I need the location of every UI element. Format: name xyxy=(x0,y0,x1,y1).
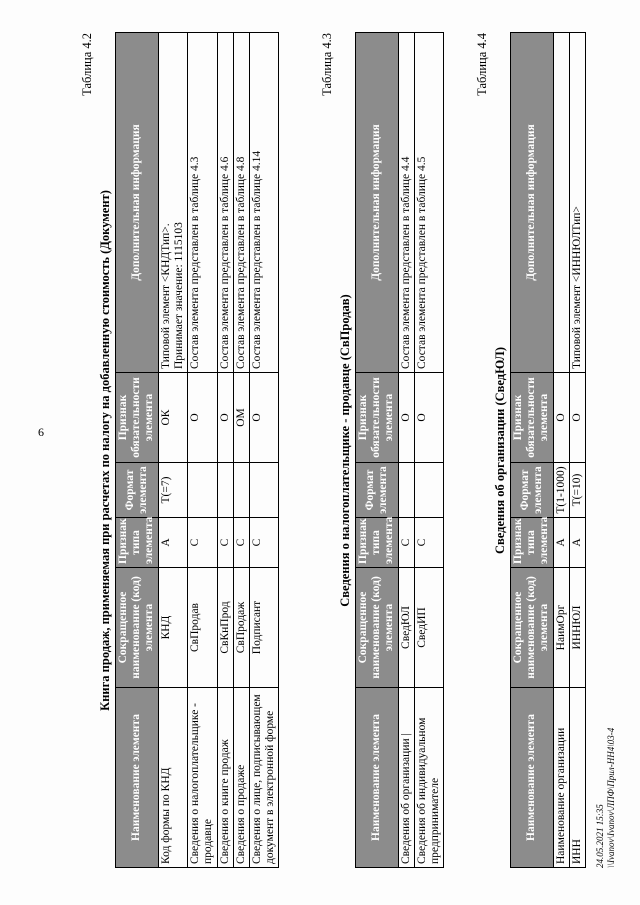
cell-element-name: Наименование организации xyxy=(553,688,569,868)
cell-element-name: Сведения о лице, подписывающем документ в электронной форме xyxy=(249,688,278,868)
header-element-code: Сокращенное наименование (код) элемента xyxy=(511,568,554,688)
header-format: Формат элемента xyxy=(511,463,554,518)
footer-stamp xyxy=(595,728,617,868)
cell-required-flag: ОМ xyxy=(233,373,249,463)
cell-required-flag: О xyxy=(217,373,233,463)
cell-element-code: НаимОрг xyxy=(553,568,569,688)
cell-required-flag: О xyxy=(188,373,217,463)
table-4-2-title: Книга продаж, применяемая при расчетах по налогу на добавленную стоимость (Документ) xyxy=(98,190,112,711)
table-row xyxy=(553,33,569,868)
cell-element-name: Сведения о книге продаж xyxy=(217,688,233,868)
cell-required-flag: О xyxy=(249,373,278,463)
cell-format: T(=10) xyxy=(569,463,585,518)
header-additional-info: Дополнительная информация xyxy=(356,33,399,373)
header-format: Формат элемента xyxy=(356,463,399,518)
cell-additional-info: Типовой элемент <ИННЮЛТип> xyxy=(569,33,585,373)
cell-format xyxy=(398,463,414,518)
table-4-4-title: Сведения об организации (СведЮЛ) xyxy=(493,346,507,555)
cell-element-code: ИННЮЛ xyxy=(569,568,585,688)
table-4-4 xyxy=(510,32,586,868)
header-required-flag: Признак обязательности элемента xyxy=(356,373,399,463)
header-additional-info: Дополнительная информация xyxy=(511,33,554,373)
cell-type-flag: С xyxy=(249,518,278,568)
table-header-row xyxy=(116,33,159,868)
table-header-row xyxy=(356,33,399,868)
cell-additional-info: Состав элемента представлен в таблице 4.8 xyxy=(233,33,249,373)
cell-format xyxy=(414,463,443,518)
header-additional-info: Дополнительная информация xyxy=(116,33,159,373)
table-row xyxy=(569,33,585,868)
table-row xyxy=(414,33,443,868)
cell-element-name: Сведения об организации | xyxy=(398,688,414,868)
cell-additional-info xyxy=(553,33,569,373)
cell-type-flag: С xyxy=(414,518,443,568)
cell-element-code: КНД xyxy=(158,568,187,688)
cell-element-name: Сведения о налогоплательщике - продавце xyxy=(188,688,217,868)
rotated-content xyxy=(0,18,640,888)
cell-format: T(=7) xyxy=(158,463,187,518)
cell-element-name: Сведения о продаже xyxy=(233,688,249,868)
cell-element-name: ИНН xyxy=(569,688,585,868)
header-element-code: Сокращенное наименование (код) элемента xyxy=(356,568,399,688)
header-element-code: Сокращенное наименование (код) элемента xyxy=(116,568,159,688)
cell-required-flag: О xyxy=(398,373,414,463)
cell-format xyxy=(233,463,249,518)
cell-type-flag: С xyxy=(233,518,249,568)
cell-additional-info: Состав элемента представлен в таблице 4.5 xyxy=(414,33,443,373)
table-4-4-label: Таблица 4.4 xyxy=(475,33,489,96)
cell-element-name: Сведения об индивидуальном предпринимателе xyxy=(414,688,443,868)
table-4-3 xyxy=(355,32,444,868)
cell-type-flag: А xyxy=(553,518,569,568)
table-row xyxy=(398,33,414,868)
table-row xyxy=(233,33,249,868)
cell-type-flag: А xyxy=(158,518,187,568)
footer-path: \\Ivanov\Ivanov\ЛПФ\Прил-НН4\03-4 xyxy=(605,727,616,868)
cell-element-code: СвПродаж xyxy=(233,568,249,688)
cell-additional-info: Состав элемента представлен в таблице 4.6 xyxy=(217,33,233,373)
page-number: 6 xyxy=(38,425,44,439)
cell-additional-info: Состав элемента представлен в таблице 4.14 xyxy=(249,33,278,373)
cell-element-code: СвКнПрод xyxy=(217,568,233,688)
cell-format xyxy=(188,463,217,518)
cell-element-code: СведЮЛ xyxy=(398,568,414,688)
cell-element-code: Подписант xyxy=(249,568,278,688)
cell-required-flag: ОК xyxy=(158,373,187,463)
header-type-flag: Признак типа элемента xyxy=(116,518,159,568)
table-row xyxy=(249,33,278,868)
header-required-flag: Признак обязательности элемента xyxy=(511,373,554,463)
cell-format xyxy=(217,463,233,518)
cell-required-flag: О xyxy=(553,373,569,463)
cell-required-flag: О xyxy=(414,373,443,463)
cell-type-flag: С xyxy=(398,518,414,568)
cell-format xyxy=(249,463,278,518)
cell-additional-info: Состав элемента представлен в таблице 4.4 xyxy=(398,33,414,373)
cell-additional-info: Типовой элемент <КНДТип>. Принимает значение: 1115103 xyxy=(158,33,187,373)
header-required-flag: Признак обязательности элемента xyxy=(116,373,159,463)
cell-type-flag: С xyxy=(188,518,217,568)
header-element-name: Наименование элемента xyxy=(116,688,159,868)
header-format: Формат элемента xyxy=(116,463,159,518)
cell-required-flag: О xyxy=(569,373,585,463)
header-element-name: Наименование элемента xyxy=(356,688,399,868)
table-header-row xyxy=(511,33,554,868)
cell-element-code: СвПродав xyxy=(188,568,217,688)
cell-type-flag: А xyxy=(569,518,585,568)
table-4-3-label: Таблица 4.3 xyxy=(320,33,334,96)
table-4-2-label: Таблица 4.2 xyxy=(80,33,94,96)
cell-type-flag: С xyxy=(217,518,233,568)
cell-format: T(1-1000) xyxy=(553,463,569,518)
table-row xyxy=(158,33,187,868)
cell-element-code: СведИП xyxy=(414,568,443,688)
cell-additional-info: Состав элемента представлен в таблице 4.3 xyxy=(188,33,217,373)
footer-date: 24.05.2021 15:35 xyxy=(595,804,605,868)
table-row xyxy=(217,33,233,868)
cell-element-name: Код формы по КНД xyxy=(158,688,187,868)
table-row xyxy=(188,33,217,868)
table-4-2 xyxy=(115,32,279,868)
header-element-name: Наименование элемента xyxy=(511,688,554,868)
header-type-flag: Признак типа элемента xyxy=(356,518,399,568)
header-type-flag: Признак типа элемента xyxy=(511,518,554,568)
table-4-3-title: Сведения о налогоплательщике - продавце (СвПродав) xyxy=(338,294,352,607)
